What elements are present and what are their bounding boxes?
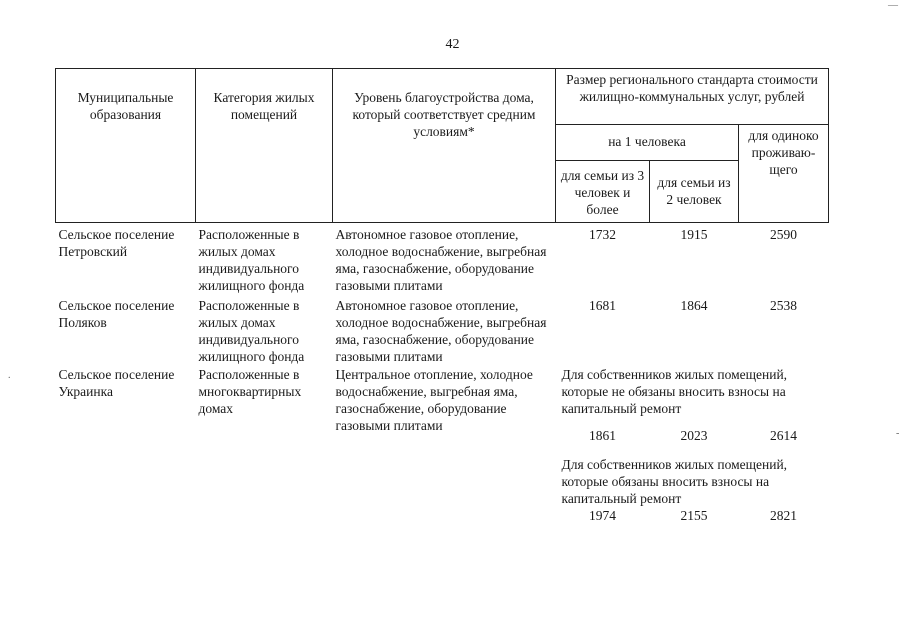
row-family2-value: 1864 [680,298,708,313]
row-single-value: 2821 [770,508,797,523]
row-family2-value: 2155 [680,508,708,523]
row-level: Автономное газовое отопление, холодное водоснабжение, выгребная яма, газоснабжение, оборудование газовыми плитами [335,227,547,293]
table-body [56,223,829,525]
scan-mark: — [888,0,898,11]
regional-standard-table [55,68,829,524]
row-level: Автономное газовое отопление, холодное водоснабжение, выгребная яма, газоснабжение, оборудование газовыми плитами [335,298,547,364]
row-family3-value: 1861 [589,428,616,443]
table-row [56,294,829,365]
header-level: Уровень благоустройства дома, который соответствует средним условиям* [333,69,556,223]
row-municipality: Сельское поселение Петровский [58,227,175,259]
row-family2-value: 1915 [680,227,708,242]
row-family3-value: 1681 [589,298,616,313]
row-family2-value: 2023 [680,428,708,443]
page-number: 42 [445,37,460,52]
row-municipality: Сельское поселение Украинка [58,367,175,399]
table-row [56,223,829,295]
table-header [56,69,829,223]
header-standard-size: Размер регионального стандарта стоимости жилищно-коммунальных услуг, рублей [556,69,829,125]
row-family3-value: 1974 [589,508,616,523]
row-municipality: Сельское поселение Поляков [58,298,175,330]
header-municipal: Муниципальные образования [56,69,196,223]
row-category: Расположенные в многоквартирных домах [198,367,302,416]
header-per-person: на 1 человека [556,125,739,161]
scan-mark: . [8,370,11,381]
header-single: для одиноко проживаю-щего [739,125,829,223]
row-family3-value: 1732 [589,227,616,242]
row-single-value: 2538 [770,298,797,313]
header-family2: для семьи из 2 человек [650,161,739,223]
row-single-value: 2590 [770,227,797,242]
row-single-value: 2614 [770,428,797,443]
scan-mark: - [896,428,900,439]
header-category: Категория жилых помещений [196,69,333,223]
row-category: Расположенные в жилых домах индивидуального жилищного фонда [198,298,305,364]
note-capital-repair: Для собственников жилых помещений, которые обязаны вносить взносы на капитальный ремонт [561,457,788,506]
row-level: Центральное отопление, холодное водоснабжение, выгребная яма, газоснабжение, оборудование газовыми плитами [335,367,533,433]
row-category: Расположенные в жилых домах индивидуального жилищного фонда [198,227,305,293]
note-no-capital-repair: Для собственников жилых помещений, которые не обязаны вносить взносы на капитальный ремонт [561,367,788,416]
header-family3: для семьи из 3 человек и более [556,161,650,223]
table-row [56,365,829,417]
